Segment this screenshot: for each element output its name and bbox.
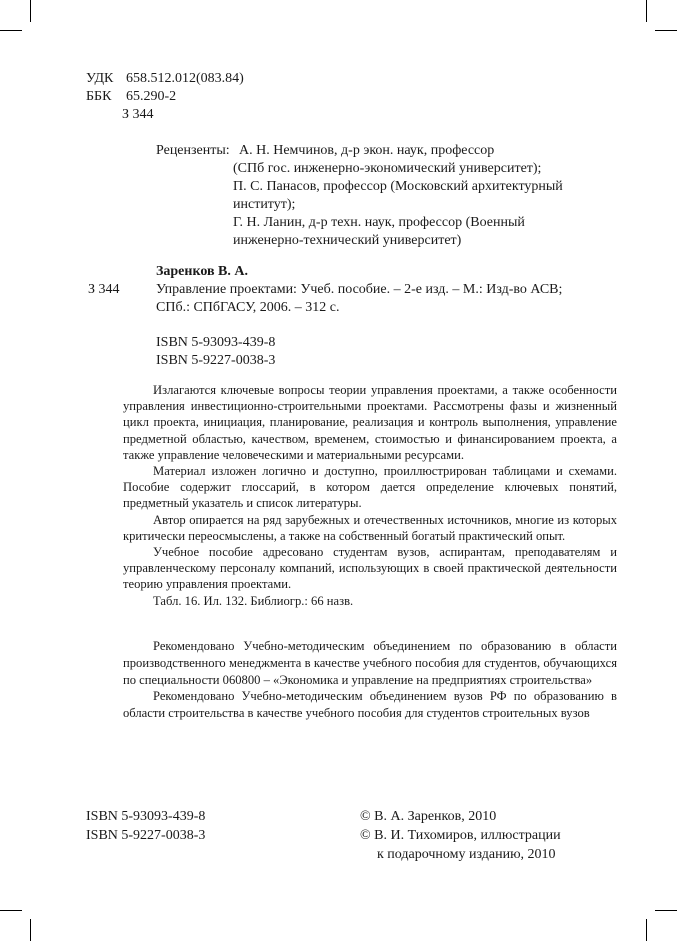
bbk-value: 65.290-2 bbox=[126, 89, 177, 104]
abstract-paragraph: Учебное пособие адресовано студентам вузов, аспирантам, преподавателям и управленческому персоналу компаний, использующих в своей практической деятельности теорию управления проектами. bbox=[123, 545, 617, 592]
abstract-bibliography: Табл. 16. Ил. 132. Библиогр.: 66 назв. bbox=[153, 593, 354, 608]
citation-line: СПб.: СПбГАСУ, 2006. – 312 с. bbox=[156, 300, 340, 315]
crop-mark bbox=[655, 30, 677, 31]
author-mark: З 344 bbox=[122, 107, 154, 122]
udk-value: 658.512.012(083.84) bbox=[126, 71, 244, 86]
abstract-paragraph: Материал изложен логично и доступно, проиллюстрирован таблицами и схемами. Пособие содержит глоссарий, в котором дается определение ключевых понятий, предметный указатель и список литературы. bbox=[123, 464, 617, 511]
citation-line: Управление проектами: Учеб. пособие. – 2-е изд. – М.: Изд-во АСВ; bbox=[156, 282, 563, 297]
copyright-line: © В. А. Заренков, 2010 bbox=[360, 809, 497, 824]
reviewer-line: (СПб гос. инженерно-экономический университет); bbox=[233, 161, 542, 176]
recommendation-paragraph: Рекомендовано Учебно-методическим объединением по образованию в области производственного менеджмента в качестве учебного пособия для студентов, обучающихся по специальности 060800 – «Экономика и управление на предприятиях строительства» bbox=[123, 639, 617, 687]
crop-mark bbox=[0, 30, 22, 31]
citation-mark: З 344 bbox=[88, 282, 120, 297]
crop-mark bbox=[646, 919, 647, 941]
crop-mark bbox=[30, 919, 31, 941]
crop-mark bbox=[30, 0, 31, 22]
author-name: Заренков В. А. bbox=[156, 264, 248, 279]
recommendations bbox=[123, 638, 617, 722]
abstract bbox=[123, 382, 617, 609]
isbn-line: ISBN 5-9227-0038-3 bbox=[156, 353, 276, 368]
isbn-bottom-line: ISBN 5-93093-439-8 bbox=[86, 809, 206, 824]
isbn-bottom-line: ISBN 5-9227-0038-3 bbox=[86, 828, 206, 843]
udk-label: УДК bbox=[86, 71, 114, 86]
copyright-line: © В. И. Тихомиров, иллюстрации bbox=[360, 828, 561, 843]
crop-mark bbox=[0, 910, 22, 911]
copyright-line: к подарочному изданию, 2010 bbox=[377, 847, 556, 862]
reviewer-line: инженерно-технический университет) bbox=[233, 233, 462, 248]
abstract-paragraph: Излагаются ключевые вопросы теории управления проектами, а также особенности управления инвестиционно-строительными проектами. Рассмотрены фазы и жизненный цикл проекта, инициация, планирование, реализация и контроль выполнения, управление предметной областью, качеством, временем, стоимостью и финансированием проекта, а также управление человеческими и материальными ресурсами. bbox=[123, 383, 617, 462]
abstract-paragraph: Автор опирается на ряд зарубежных и отечественных источников, многие из которых критически переосмыслены, а также на собственный богатый практический опыт. bbox=[123, 512, 617, 543]
crop-mark bbox=[655, 910, 677, 911]
bbk-label: ББК bbox=[86, 89, 112, 104]
reviewer-line: Г. Н. Ланин, д-р техн. наук, профессор (Военный bbox=[233, 215, 525, 230]
reviewers-label: Рецензенты: bbox=[156, 143, 230, 158]
crop-mark bbox=[646, 0, 647, 22]
isbn-line: ISBN 5-93093-439-8 bbox=[156, 335, 276, 350]
reviewer-line: институт); bbox=[233, 197, 296, 212]
reviewer-line: А. Н. Немчинов, д-р экон. наук, профессор bbox=[239, 143, 495, 158]
reviewer-line: П. С. Панасов, профессор (Московский архитектурный bbox=[233, 179, 563, 194]
recommendation-paragraph: Рекомендовано Учебно-методическим объединением вузов РФ по образованию в области строительства в качестве учебного пособия для студентов строительных вузов bbox=[123, 689, 617, 721]
